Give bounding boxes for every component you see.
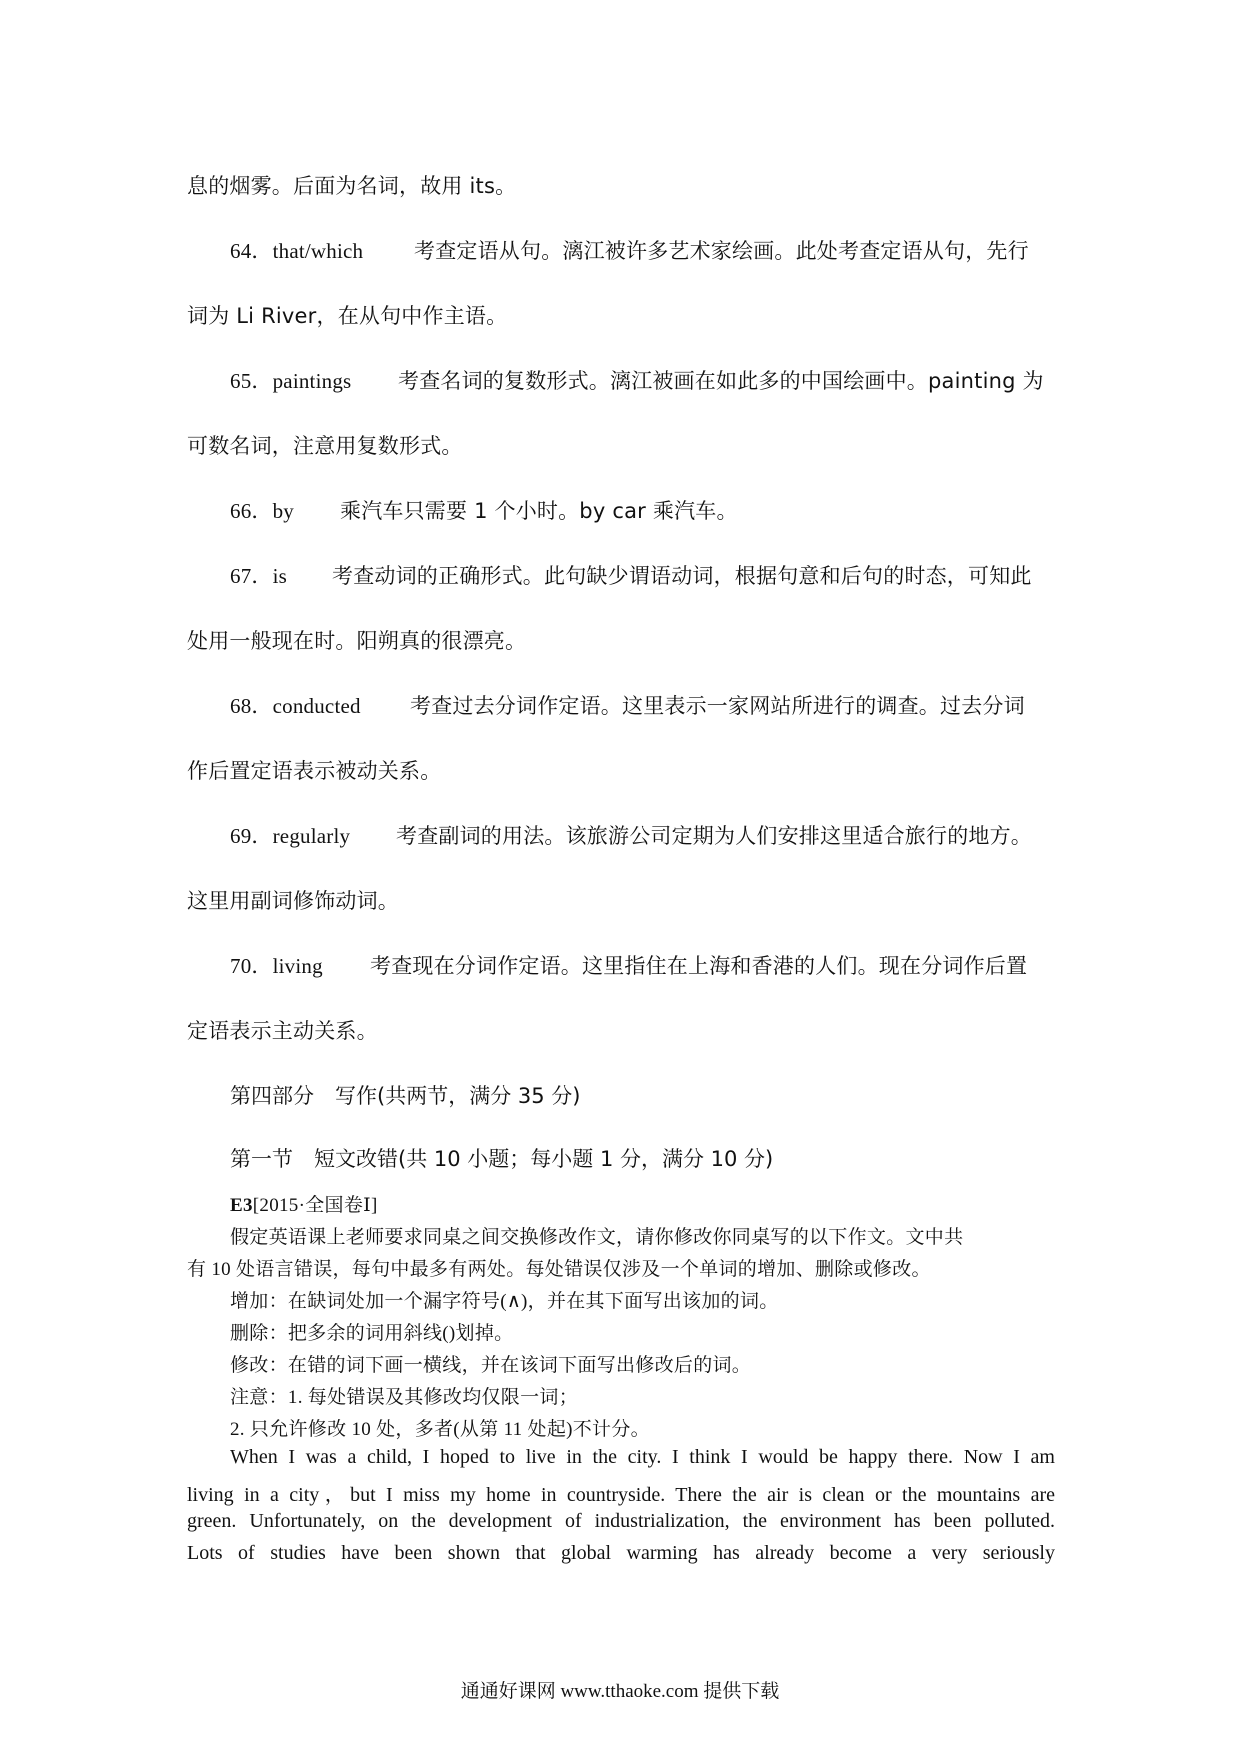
instruction-modify: 修改：在错的词下画一横线，并在该词下面写出修改后的词。 — [230, 1355, 752, 1376]
explanation-70 — [230, 950, 1027, 980]
instruction-note-2: 2. 只允许修改 10 处，多者(从第 11 处起)不计分。 — [230, 1419, 650, 1440]
note-66: 乘汽车只需要 1 个小时。by car 乘汽车。 — [340, 499, 738, 523]
explanation-69-cont: 这里用副词修饰动词。 — [187, 889, 399, 913]
passage-line-4: Lots of studies have been shown that global warming has already become a very seriously — [187, 1542, 1055, 1564]
note-70: 考查现在分词作定语。这里指住在上海和香港的人们。现在分词作后置 — [370, 954, 1028, 978]
instruction-note-1: 注意：1. 每处错误及其修改均仅限一词； — [230, 1387, 579, 1408]
note-65: 考查名词的复数形式。漓江被画在如此多的中国绘画中。painting 为 — [398, 369, 1044, 393]
explanation-70-cont: 定语表示主动关系。 — [187, 1019, 378, 1043]
passage-line-2: living in a city，but I miss my home in countryside. There the air is clean or the mountains are — [187, 1484, 1055, 1506]
instruction-delete: 删除：把多余的词用斜线()划掉。 — [230, 1323, 514, 1344]
explanation-64-cont: 词为 Li River，在从句中作主语。 — [187, 304, 508, 328]
instruction-line-2: 有 10 处语言错误，每句中最多有两处。每处错误仅涉及一个单词的增加、删除或修改。 — [187, 1259, 931, 1280]
explanation-64 — [230, 235, 1029, 265]
footer-watermark: 通通好课网 www.tthaoke.com 提供下载 — [460, 1681, 780, 1702]
explanation-66 — [230, 495, 738, 525]
explanation-68 — [230, 690, 1025, 720]
note-67: 考查动词的正确形式。此句缺少谓语动词，根据句意和后句的时态，可知此 — [332, 564, 1032, 588]
explanation-65-cont: 可数名词，注意用复数形式。 — [187, 434, 463, 458]
answer-64: 64．that/which — [230, 239, 364, 263]
note-69: 考查副词的用法。该旅游公司定期为人们安排这里适合旅行的地方。 — [396, 824, 1032, 848]
explanation-68-cont: 作后置定语表示被动关系。 — [187, 759, 442, 783]
answer-69: 69．regularly — [230, 824, 351, 848]
part-heading: 第四部分 写作(共两节，满分 35 分) — [230, 1084, 581, 1108]
passage-line-1: When I was a child, I hoped to live in the city. I think I would be happy there. Now I am — [230, 1446, 1055, 1468]
passage-line-3: green. Unfortunately, on the development of industrialization, the environment has been polluted. — [187, 1510, 1055, 1532]
answer-67: 67．is — [230, 564, 288, 588]
answer-68: 68．conducted — [230, 694, 361, 718]
explanation-67-cont: 处用一般现在时。阳朔真的很漂亮。 — [187, 629, 527, 653]
answer-65: 65．paintings — [230, 369, 352, 393]
explanation-69 — [230, 820, 1032, 850]
answer-70: 70．living — [230, 954, 323, 978]
exam-year: [2015·全国卷Ⅰ] — [252, 1195, 378, 1216]
note-64: 考查定语从句。漓江被许多艺术家绘画。此处考查定语从句，先行 — [414, 239, 1029, 263]
explanation-67 — [230, 560, 1032, 590]
explanation-65 — [230, 365, 1044, 395]
instruction-line-1: 假定英语课上老师要求同桌之间交换修改作文，请你修改你同桌写的以下作文。文中共 — [230, 1227, 964, 1248]
exam-source — [230, 1190, 378, 1217]
note-68: 考查过去分词作定语。这里表示一家网站所进行的调查。过去分词 — [410, 694, 1025, 718]
section-heading: 第一节 短文改错(共 10 小题；每小题 1 分，满分 10 分) — [230, 1147, 774, 1171]
answer-66: 66．by — [230, 499, 294, 523]
instruction-add: 增加：在缺词处加一个漏字符号(∧)，并在其下面写出该加的词。 — [230, 1291, 779, 1312]
exam-code: E3 — [230, 1195, 253, 1216]
explanation-63-tail: 息的烟雾。后面为名词，故用 its。 — [187, 174, 517, 198]
